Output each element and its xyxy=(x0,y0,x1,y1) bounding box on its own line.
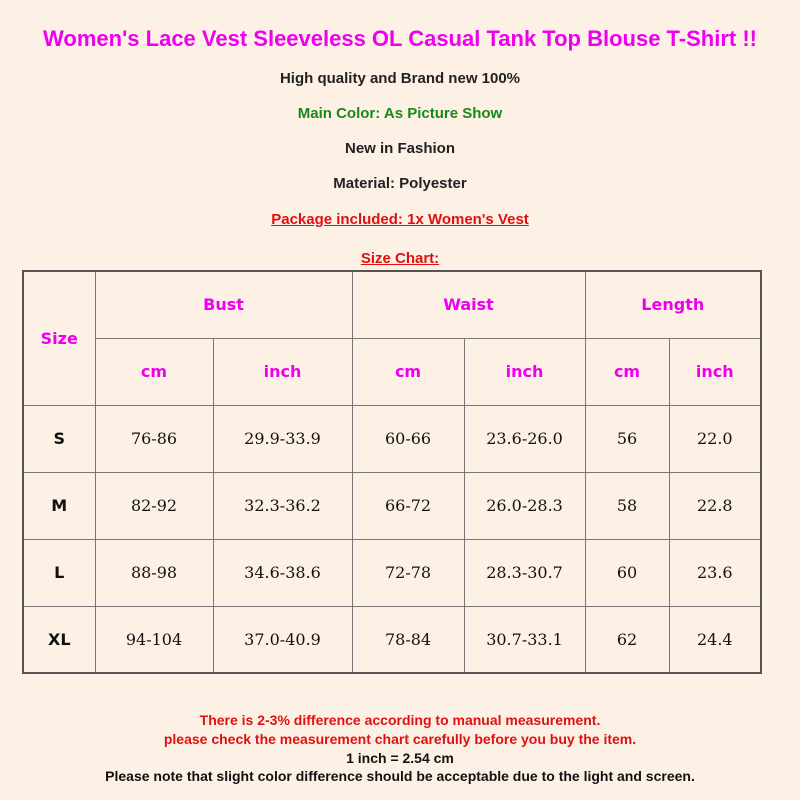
size-chart-label: Size Chart: xyxy=(360,250,440,267)
table-cell: 72-78 xyxy=(352,539,464,606)
table-cell: 94-104 xyxy=(95,606,213,673)
table-cell: 66-72 xyxy=(352,472,464,539)
package-text: Package included: 1x Women's Vest xyxy=(271,211,529,228)
table-row xyxy=(23,472,761,539)
unit-header: inch xyxy=(213,338,352,405)
table-cell: 23.6-26.0 xyxy=(464,405,585,472)
inch-conversion-note: 1 inch = 2.54 cm xyxy=(346,750,454,766)
table-cell: 60 xyxy=(585,539,669,606)
table-cell: 24.4 xyxy=(669,606,761,673)
color-difference-note: Please note that slight color difference should be acceptable due to the light and screen. xyxy=(105,768,695,784)
size-chart-table xyxy=(22,270,762,674)
table-cell: 78-84 xyxy=(352,606,464,673)
table-cell: 30.7-33.1 xyxy=(464,606,585,673)
table-cell: 37.0-40.9 xyxy=(213,606,352,673)
table-cell: 62 xyxy=(585,606,669,673)
waist-header: Waist xyxy=(352,271,585,338)
table-cell: 23.6 xyxy=(669,539,761,606)
fashion-text: New in Fashion xyxy=(344,140,455,157)
length-header: Length xyxy=(585,271,761,338)
material-text: Material: Polyester xyxy=(333,175,467,192)
size-cell: M xyxy=(23,472,95,539)
table-cell: 34.6-38.6 xyxy=(213,539,352,606)
table-cell: 26.0-28.3 xyxy=(464,472,585,539)
table-cell: 22.8 xyxy=(669,472,761,539)
table-row xyxy=(23,606,761,673)
main-color-text: Main Color: As Picture Show xyxy=(297,105,503,122)
unit-header: inch xyxy=(669,338,761,405)
unit-header-row xyxy=(23,338,761,405)
table-cell: 29.9-33.9 xyxy=(213,405,352,472)
page-title: Women's Lace Vest Sleeveless OL Casual Tank Top Blouse T-Shirt !! xyxy=(43,26,757,51)
size-cell: S xyxy=(23,405,95,472)
table-cell: 28.3-30.7 xyxy=(464,539,585,606)
unit-header: cm xyxy=(585,338,669,405)
table-cell: 22.0 xyxy=(669,405,761,472)
unit-header: inch xyxy=(464,338,585,405)
table-cell: 88-98 xyxy=(95,539,213,606)
quality-text: High quality and Brand new 100% xyxy=(279,70,521,87)
check-chart-note: please check the measurement chart carefully before you buy the item. xyxy=(163,731,637,747)
size-header: Size xyxy=(23,271,95,405)
table-row xyxy=(23,405,761,472)
measurement-difference-note: There is 2-3% difference according to manual measurement. xyxy=(199,712,601,728)
table-cell: 60-66 xyxy=(352,405,464,472)
table-cell: 56 xyxy=(585,405,669,472)
table-row xyxy=(23,539,761,606)
table-cell: 58 xyxy=(585,472,669,539)
table-cell: 82-92 xyxy=(95,472,213,539)
table-cell: 76-86 xyxy=(95,405,213,472)
unit-header: cm xyxy=(352,338,464,405)
unit-header: cm xyxy=(95,338,213,405)
bust-header: Bust xyxy=(95,271,352,338)
table-cell: 32.3-36.2 xyxy=(213,472,352,539)
size-cell: XL xyxy=(23,606,95,673)
size-cell: L xyxy=(23,539,95,606)
group-header-row xyxy=(23,271,761,338)
